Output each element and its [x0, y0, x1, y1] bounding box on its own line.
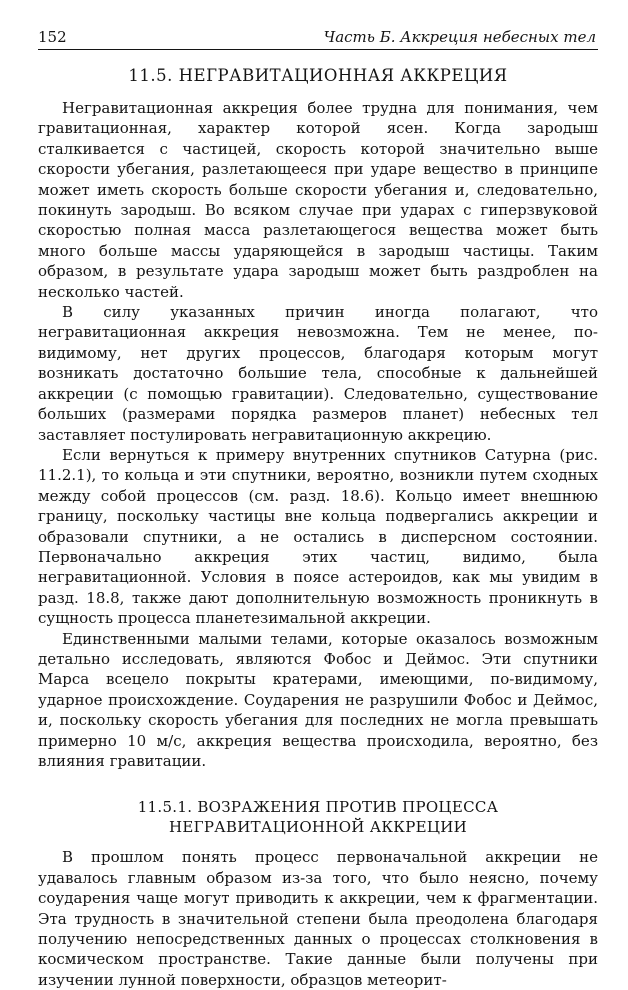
- paragraph: Негравитационная аккреция более трудна для понимания, чем гравитационная, характер которой ясен. Когда зародыш сталкивается с частицей, скорость которой значительно выше скорости убегания, разлетающееся при ударе вещество в принципе может иметь скорость больше скорости убегания и, следовательно, покинуть зародыш. Во всяком случае при ударах с гиперзвуковой скоростью полная масса разлетающегося вещества может быть много больше массы ударяющейся в зародыш частицы. Таким образом, в результате удара зародыш может быть раздроблен на несколько частей.: [38, 99, 598, 301]
- paragraph: Если вернуться к примеру внутренних спутников Сатурна (рис. 11.2.1), то кольца и эти спутники, вероятно, возникли путем сходных между собой процессов (см. разд. 18.6). Кольцо имеет внешнюю границу, поскольку частицы вне кольца подвергались аккреции и образовали спутники, а не остались в дисперсном состоянии. Первоначально аккреция этих частиц, видимо, была негравитационной. Условия в поясе астероидов, как мы увидим в разд. 18.8, также дают дополнительную возможность проникнуть в сущность процесса планетезимальной аккреции.: [38, 445, 598, 628]
- page-number: 152: [38, 28, 67, 46]
- paragraph: В прошлом понять процесс первоначальной аккреции не удавалось главным образом из-за того, что было неясно, почему соударения чаще могут приводить к аккреции, чем к фрагментации. Эта трудность в значительной степени была преодолена благодаря получению непосредственных данных о процессах столкновения в космическом пространстве. Такие данные были получены при изучении лунной поверхности, образцов метеорит-: [38, 848, 598, 989]
- subsection-heading: [38, 797, 598, 837]
- page-content: [38, 64, 598, 990]
- paragraph: В силу указанных причин иногда полагают, что негравитационная аккреция невозможна. Тем не менее, по-видимому, нет других процессов, благодаря которым могут возникать достаточно большие тела, способные к дальнейшей аккреции (с помощью гравитации). Следовательно, существование больших (размерами порядка размеров планет) небесных тел заставляет постулировать негравитационную аккрецию.: [38, 303, 598, 444]
- subsection-heading-line-2: НЕГРАВИТАЦИОННОЙ АККРЕЦИИ: [168, 818, 467, 837]
- running-head: [38, 27, 598, 50]
- section-heading: 11.5. НЕГРАВИТАЦИОННАЯ АККРЕЦИЯ: [128, 66, 508, 85]
- running-title: Часть Б. Аккреция небесных тел: [323, 28, 596, 46]
- subsection-heading-line-1: 11.5.1. ВОЗРАЖЕНИЯ ПРОТИВ ПРОЦЕССА: [137, 798, 499, 817]
- paragraph: Единственными малыми телами, которые оказалось возможным детально исследовать, являются Фобос и Деймос. Эти спутники Марса всецело покрыты кратерами, имеющими, по-видимому, ударное происхождение. Соударения не разрушили Фобос и Деймос, и, поскольку скорость убегания для последних не могла превышать примерно 10 м/с, аккреция вещества происходила, вероятно, без влияния гравитации.: [38, 629, 598, 770]
